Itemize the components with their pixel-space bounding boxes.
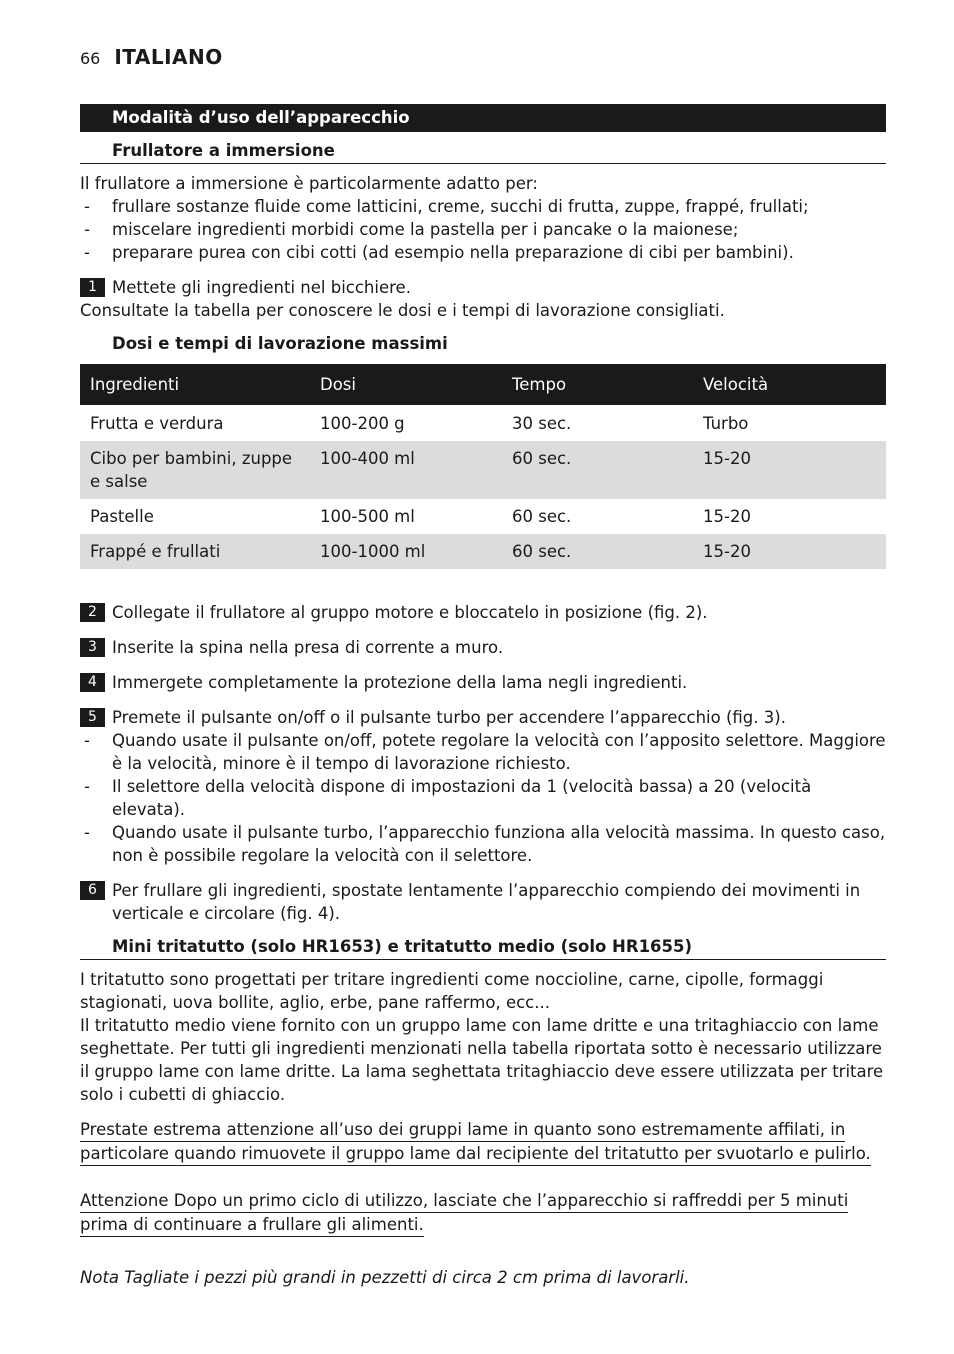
table-cell: 15-20 bbox=[693, 441, 886, 499]
table-header-cell: Ingredienti bbox=[80, 364, 310, 405]
step-text: Collegate il frullatore al gruppo motore e bloccatelo in posizione (fig. 2). bbox=[112, 603, 708, 622]
list-item: - frullare sostanze fluide come latticini, creme, succhi di frutta, zuppe, frappé, frullati; bbox=[80, 195, 886, 218]
step-number: 2 bbox=[80, 603, 105, 622]
step-number: 5 bbox=[80, 708, 105, 727]
blender-intro: Il frullatore a immersione è particolarmente adatto per: bbox=[80, 174, 538, 193]
caution-text bbox=[80, 1189, 886, 1237]
step-number: 6 bbox=[80, 881, 105, 900]
caution-line: Attenzione Dopo un primo ciclo di utilizzo, lasciate che l’apparecchio si raffreddi per 5 minuti bbox=[80, 1190, 848, 1213]
list-item: - miscelare ingredienti morbidi come la pastella per i pancake o la maionese; bbox=[80, 218, 886, 241]
table-cell: 60 sec. bbox=[502, 534, 693, 569]
table-cell: 30 sec. bbox=[512, 414, 572, 433]
table-row bbox=[80, 499, 886, 534]
uses-list bbox=[80, 195, 886, 264]
table-cell: Cibo per bambini, zuppe e salse bbox=[80, 441, 310, 499]
step-text: Per frullare gli ingredienti, spostate lentamente l’apparecchio compiendo dei movimenti in verticale e circolare (fig. 4). bbox=[112, 881, 861, 923]
language-title: ITALIANO bbox=[114, 45, 223, 69]
table-cell: 100-500 ml bbox=[320, 507, 415, 526]
table-header-cell: Tempo bbox=[502, 364, 693, 405]
page-number: 66 bbox=[80, 49, 101, 68]
table-cell: 15-20 bbox=[693, 534, 886, 569]
step5-notes bbox=[80, 729, 886, 867]
section-title: Modalità d’uso dell’apparecchio bbox=[80, 104, 886, 132]
step-text: Premete il pulsante on/off o il pulsante turbo per accendere l’apparecchio (fig. 3). bbox=[112, 708, 786, 727]
warning-line: particolare quando rimuovete il gruppo lame dal recipiente del tritatutto per svuotarlo e pulirlo. bbox=[80, 1143, 871, 1166]
table-row bbox=[80, 534, 886, 569]
chopper-para-2: Il tritatutto medio viene fornito con un gruppo lame con lame dritte e una tritaghiaccio con lame seghettate. Per tutti gli ingredienti menzionati nella tabella riportata sotto è necessario utilizzare il gruppo lame con lame dritte. La lama seghettata tritaghiaccio deve essere utilizzata per tritare solo i cubetti di ghiaccio. bbox=[80, 1016, 884, 1104]
table-cell: 15-20 bbox=[703, 507, 751, 526]
step-text: Immergete completamente la protezione della lama negli ingredienti. bbox=[112, 673, 688, 692]
step-number: 4 bbox=[80, 673, 105, 692]
step-6 bbox=[80, 879, 886, 925]
dose-table bbox=[80, 364, 886, 569]
table-cell: 100-1000 ml bbox=[310, 534, 502, 569]
step1-note: Consultate la tabella per conoscere le dosi e i tempi di lavorazione consigliati. bbox=[80, 301, 725, 320]
table-header-cell: Dosi bbox=[310, 364, 502, 405]
table-row bbox=[80, 441, 886, 499]
table-cell: 60 sec. bbox=[502, 441, 693, 499]
table-cell: 60 sec. bbox=[512, 507, 572, 526]
step-number: 3 bbox=[80, 638, 105, 657]
step-4 bbox=[80, 671, 886, 694]
note-text: Nota Tagliate i pezzi più grandi in pezzetti di circa 2 cm prima di lavorarli. bbox=[80, 1268, 690, 1287]
warning-text bbox=[80, 1118, 886, 1166]
warning-line: Prestate estrema attenzione all’uso dei gruppi lame in quanto sono estremamente affilati, in bbox=[80, 1119, 845, 1142]
table-cell: Pastelle bbox=[90, 507, 154, 526]
step-text: Mettete gli ingredienti nel bicchiere. bbox=[112, 278, 411, 297]
step-2 bbox=[80, 601, 886, 624]
step-3 bbox=[80, 636, 886, 659]
table-cell: 100-400 ml bbox=[310, 441, 502, 499]
chopper-para-1: I tritatutto sono progettati per tritare ingredienti come noccioline, carne, cipolle, formaggi stagionati, uova bollite, aglio, erbe, pane raffermo, ecc... bbox=[80, 970, 824, 1012]
step-5 bbox=[80, 706, 886, 729]
table-cell: Turbo bbox=[703, 414, 749, 433]
step-number: 1 bbox=[80, 278, 105, 297]
table-header-row bbox=[80, 364, 886, 405]
list-item: - Il selettore della velocità dispone di impostazioni da 1 (velocità bassa) a 20 (velocità elevata). bbox=[80, 775, 886, 821]
table-cell: Frappé e frullati bbox=[80, 534, 310, 569]
list-item: - preparare purea con cibi cotti (ad esempio nella preparazione di cibi per bambini). bbox=[80, 241, 886, 264]
table-header-cell: Velocità bbox=[693, 364, 886, 405]
page-header bbox=[80, 46, 223, 70]
table-cell: Frutta e verdura bbox=[90, 414, 224, 433]
chopper-heading: Mini tritatutto (solo HR1653) e tritatutto medio (solo HR1655) bbox=[80, 935, 886, 960]
page-content bbox=[80, 104, 886, 1237]
list-item: - Quando usate il pulsante on/off, potete regolare la velocità con l’apposito selettore. Maggiore è la velocità, minore è il tempo di lavorazione richiesto. bbox=[80, 729, 886, 775]
step-text: Inserite la spina nella presa di corrente a muro. bbox=[112, 638, 504, 657]
list-item: - Quando usate il pulsante turbo, l’apparecchio funziona alla velocità massima. In questo caso, non è possibile regolare la velocità con il selettore. bbox=[80, 821, 886, 867]
table-row bbox=[80, 405, 886, 441]
caution-line: prima di continuare a frullare gli alimenti. bbox=[80, 1214, 424, 1237]
table-cell: 100-200 g bbox=[320, 414, 405, 433]
step-1 bbox=[80, 276, 886, 299]
table-heading: Dosi e tempi di lavorazione massimi bbox=[112, 334, 448, 353]
blender-heading: Frullatore a immersione bbox=[80, 139, 886, 164]
